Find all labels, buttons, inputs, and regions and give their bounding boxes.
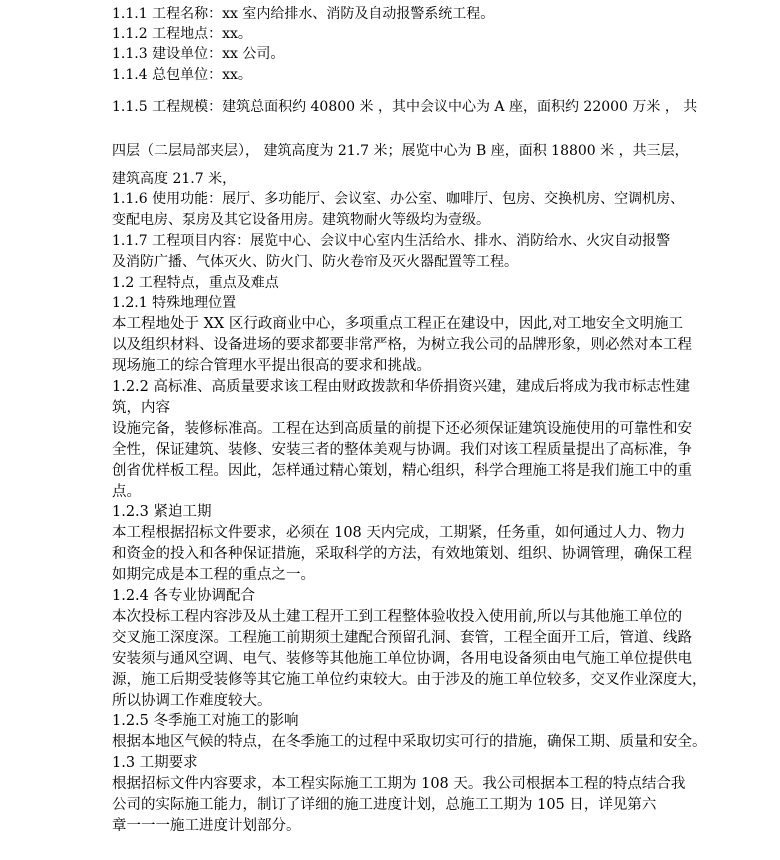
paragraph-line: 现场施工的综合管理水平提出很高的要求和挑战。 — [112, 358, 431, 374]
item-1-1-5-scale: 1.1.5 工程规模：建筑总面积约 40800 米 ，其中会议中心为 A 座，面积约 22000 万米 ， 共 — [112, 99, 698, 115]
paragraph-line: 点。 — [112, 484, 141, 500]
section-1-2-heading: 1.2 工程特点，重点及难点 — [112, 275, 279, 291]
subsection-1-2-2-heading: 1.2.2 高标准、高质量要求该工程由财政拨款和华侨捐资兴建，建成后将成为我市标志性建 — [112, 379, 690, 395]
paragraph-line: 本次投标工程内容涉及从土建工程开工到工程整体验收投入使用前,所以与其他施工单位的 — [112, 609, 683, 625]
paragraph-line: 创省优样板工程。因此，怎样通过精心策划，精心组织，科学合理施工将是我们施工中的重 — [112, 463, 692, 479]
paragraph-line: 变配电房、泵房及其它设备用房。建筑物耐火等级均为壹级。 — [112, 212, 490, 228]
subsection-1-2-5-heading: 1.2.5 冬季施工对施工的影响 — [112, 713, 299, 729]
paragraph-line: 所以协调工作难度较大。 — [112, 693, 272, 709]
paragraph-line: 以及组织材料、设备进场的要求都要非常严格，为树立我公司的品牌形象，则必然对本工程 — [112, 337, 692, 353]
item-1-1-3-owner: 1.1.3 建设单位：xx 公司。 — [112, 46, 285, 62]
item-1-1-2-location: 1.1.2 工程地点：xx。 — [112, 26, 252, 42]
item-1-1-4-contractor: 1.1.4 总包单位：xx。 — [112, 67, 252, 83]
paragraph-line: 如期完成是本工程的重点之一。 — [112, 567, 315, 583]
paragraph-line: 交叉施工深度深。工程施工前期须土建配合预留孔洞、套管，工程全面开工后，管道、线路 — [112, 630, 692, 646]
section-1-3-heading: 1.3 工期要求 — [112, 755, 198, 771]
paragraph-line: 本工程根据招标文件要求，必须在 108 天内完成，工期紧，任务重，如何通过人力、物力 — [112, 525, 686, 541]
paragraph-line: 设施完备，装修标准高。工程在达到高质量的前提下还必须保证建筑设施使用的可靠性和安 — [112, 421, 692, 437]
paragraph-line: 本工程地处于 XX 区行政商业中心，多项重点工程正在建设中，因此,对工地安全文明施工 — [112, 316, 683, 332]
paragraph-line: 章一一一施工进度计划部分。 — [112, 818, 301, 834]
paragraph-line: 和资金的投入和各种保证措施，采取科学的方法，有效地策划、组织、协调管理，确保工程 — [112, 546, 692, 562]
paragraph-line: 根据招标文件内容要求，本工程实际施工工期为 108 天。我公司根据本工程的特点结合我 — [112, 776, 686, 792]
item-1-1-1-project-name: 1.1.1 工程名称：xx 室内给排水、消防及自动报警系统工程。 — [112, 6, 495, 22]
item-1-1-7-scope: 1.1.7 工程项目内容：展览中心、会议中心室内生活给水、排水、消防给水、火灾自动报警 — [112, 233, 671, 249]
item-1-1-6-usage: 1.1.6 使用功能：展厅、多功能厅、会议室、办公室、咖啡厅、包房、交换机房、空调机房、 — [112, 191, 685, 207]
paragraph-line: 四层（二层局部夹层）， 建筑高度为 21.7 米；展览中心为 B 座，面积 18800 米 ，共三层， — [112, 143, 689, 159]
paragraph-line: 公司的实际施工能力，制订了详细的施工进度计划，总施工工期为 105 日，详见第六 — [112, 797, 657, 813]
paragraph-line: 源，施工后期受装修等其它施工单位约束较大。由于涉及的施工单位较多，交叉作业深度大， — [112, 672, 707, 688]
subsection-1-2-4-heading: 1.2.4 各专业协调配合 — [112, 588, 256, 604]
subsection-1-2-3-heading: 1.2.3 紧迫工期 — [112, 504, 212, 520]
subsection-1-2-1-heading: 1.2.1 特殊地理位置 — [112, 295, 237, 311]
paragraph-line: 建筑高度 21.7 米， — [112, 171, 237, 187]
paragraph-line: 及消防广播、气体灭火、防火门、防火卷帘及灭火器配置等工程。 — [112, 254, 518, 270]
paragraph-line: 全性，保证建筑、装修、安装三者的整体美观与协调。我们对该工程质量提出了高标准，争 — [112, 442, 692, 458]
paragraph-line: 筑，内容 — [112, 400, 170, 416]
paragraph-line: 安装须与通风空调、电气、装修等其他施工单位协调，各用电设备须由电气施工单位提供电 — [112, 651, 692, 667]
paragraph-line: 根据本地区气候的特点，在冬季施工的过程中采取切实可行的措施，确保工期、质量和安全。 — [112, 734, 707, 750]
